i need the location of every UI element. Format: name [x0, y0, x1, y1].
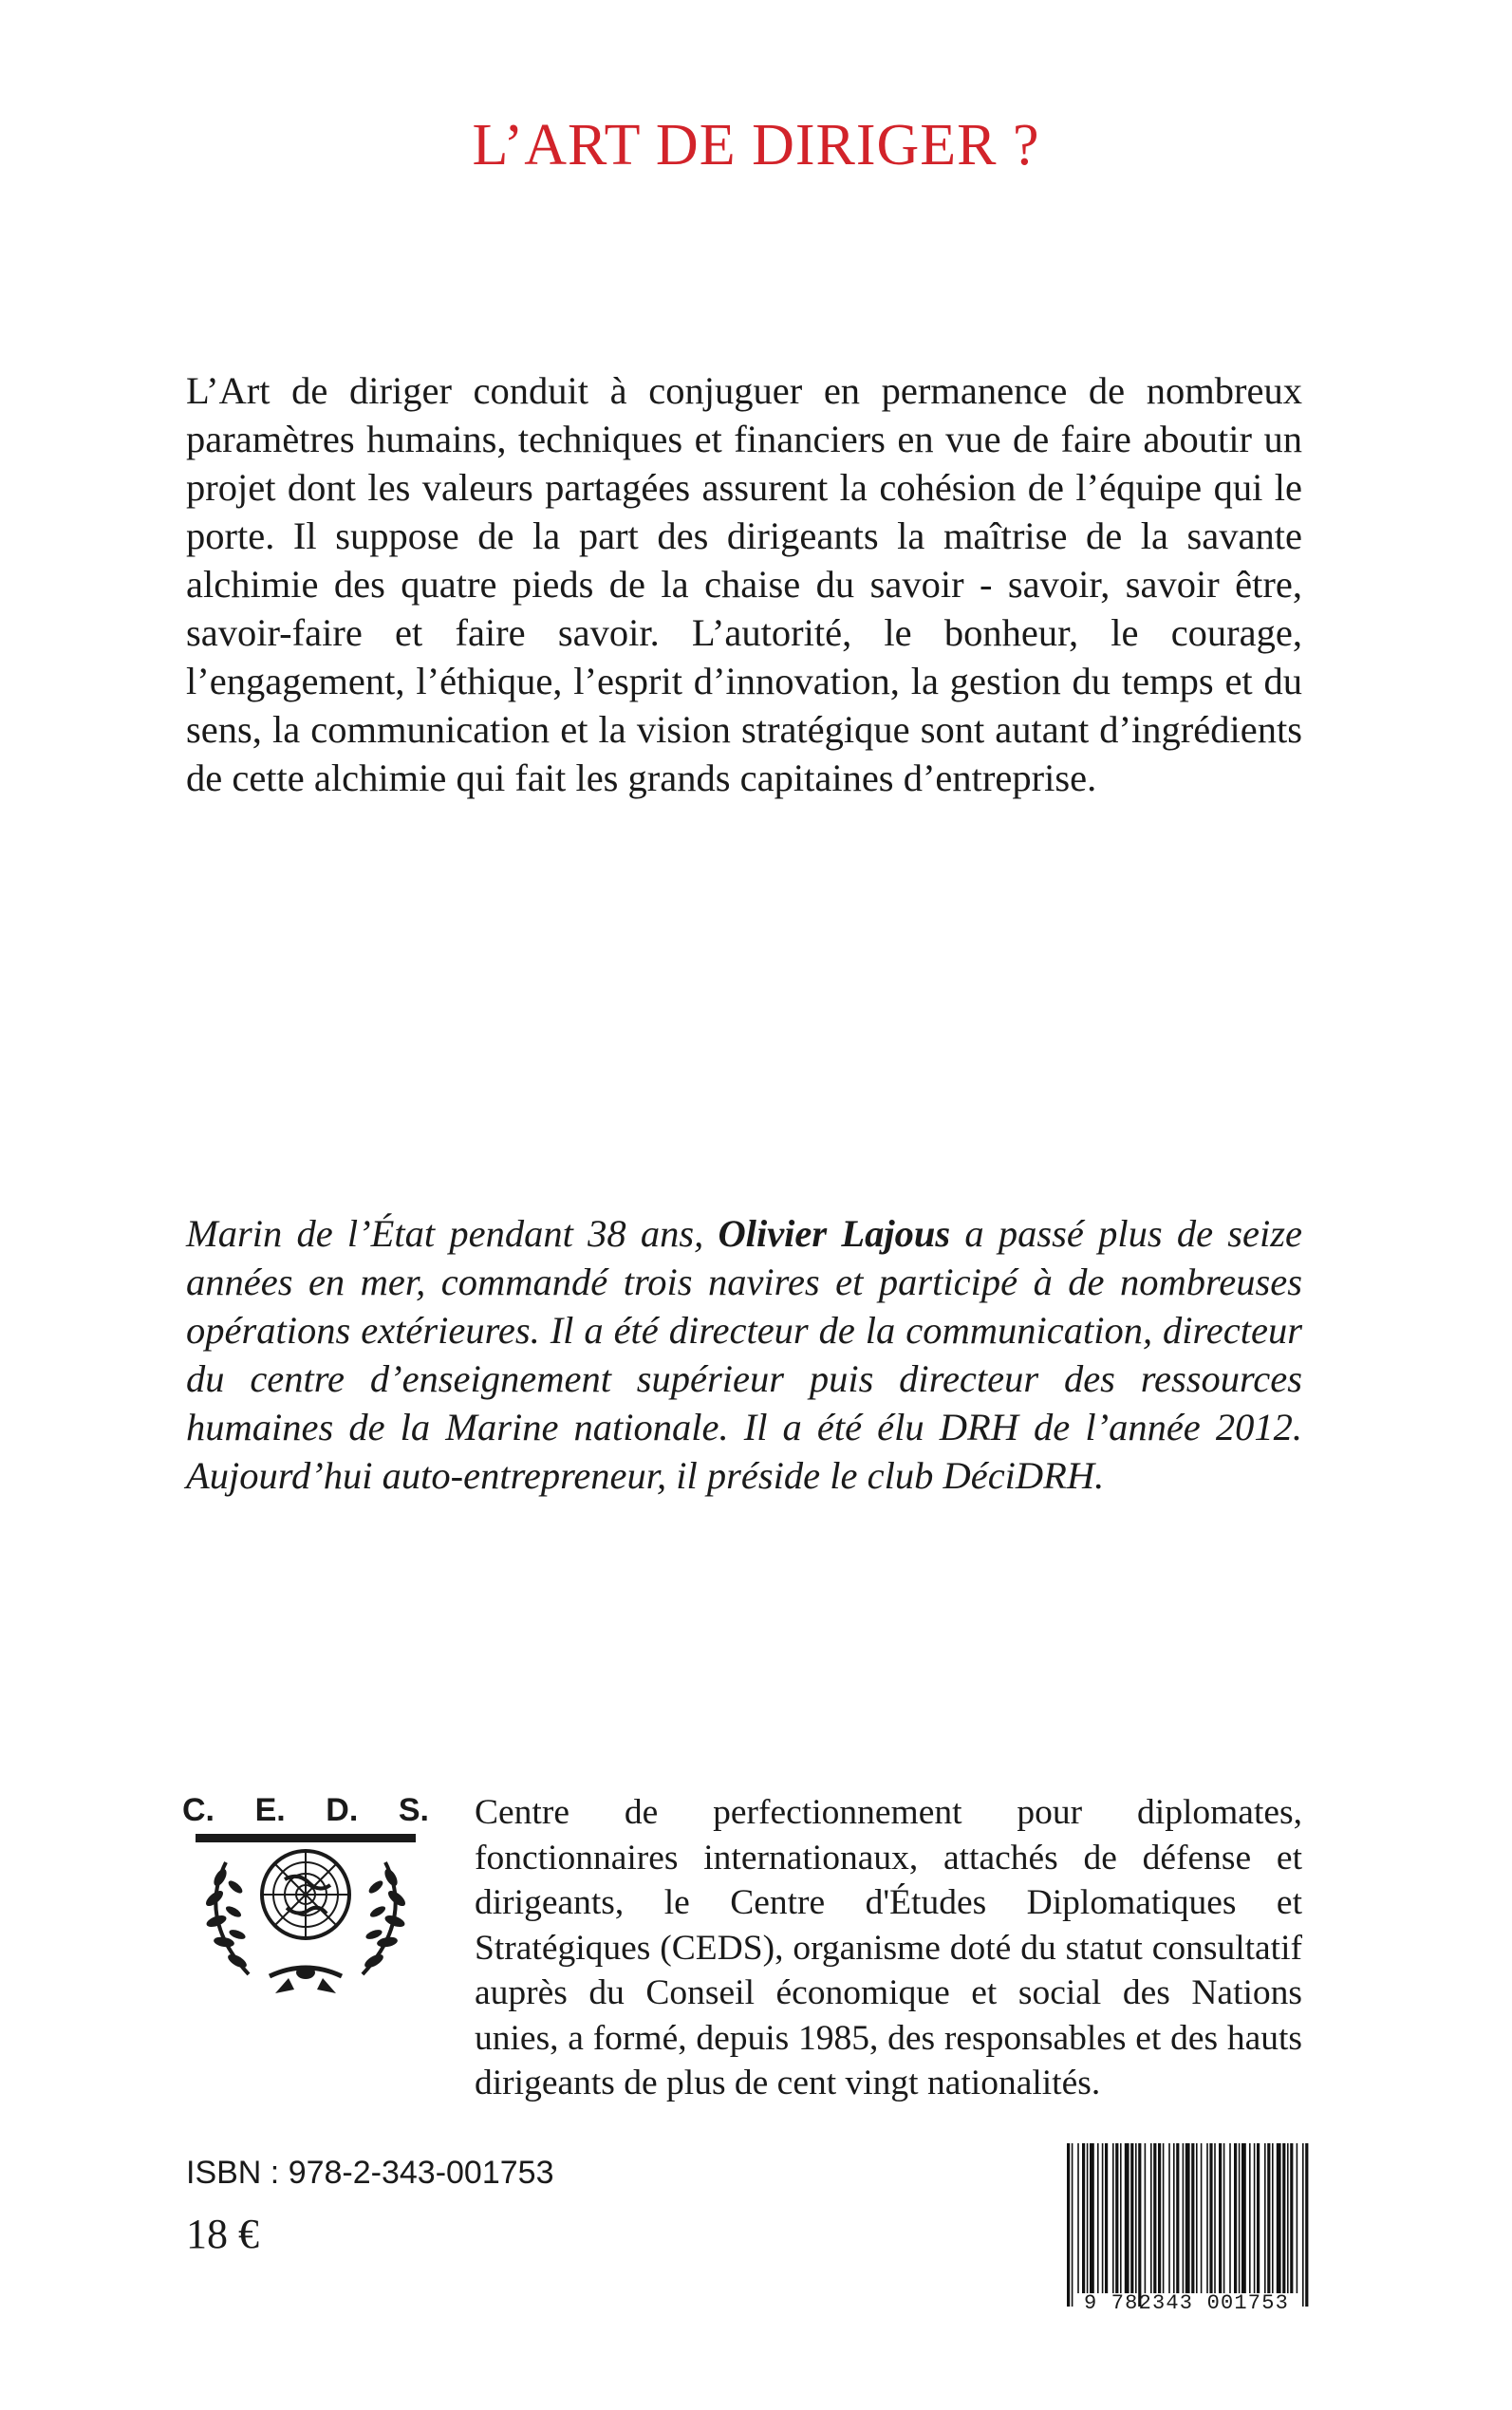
publisher-description: Centre de perfectionnement pour diplomates, fonctionnaires internationaux, attachés de défense et dirigeants, le Centre d'Études Diplomatiques et Stratégiques (CEDS), organisme doté du statut consultatif auprès du Conseil économique et social des Nations unies, a formé, depuis 1985, des responsables et des hauts dirigeants de plus de cent vingt nationalités.	[475, 1793, 1302, 2102]
author-bio-intro: Marin de l’État pendant 38 ans,	[186, 1212, 719, 1255]
author-bio	[186, 1209, 1302, 1500]
ceds-letter-c: C.	[182, 1792, 215, 1828]
ceds-emblem-icon	[182, 1834, 429, 2001]
barcode-digits: 9 782343 001753	[1083, 2291, 1290, 2315]
book-title: L’ART DE DIRIGER ?	[472, 113, 1040, 177]
ceds-letter-s: S.	[398, 1792, 429, 1828]
ceds-letter-d: D.	[326, 1792, 359, 1828]
isbn: ISBN : 978-2-343-001753	[186, 2155, 554, 2191]
ceds-logo	[182, 1792, 429, 2001]
price: 18 €	[186, 2211, 259, 2257]
book-summary: L’Art de diriger conduit à conjuguer en permanence de nombreux paramètres humains, techniques et financiers en vue de faire aboutir un projet dont les valeurs partagées assurent la cohésion de l’équipe qui le porte. Il suppose de la part des dirigeants la maîtrise de la savante alchimie des quatre pieds de la chaise du savoir - savoir, savoir être, savoir-faire et faire savoir. L’autorité, le bonheur, le courage, l’engagement, l’éthique, l’esprit d’innovation, la gestion du temps et du sens, la communication et la vision stratégique sont autant d’ingrédients de cette alchimie qui fait les grands capitaines d’entreprise.	[186, 369, 1302, 799]
author-bio-rest: a passé plus de seize années en mer, commandé trois navires et participé à de nombreuses opérations extérieures. Il a été directeur de la communication, directeur du centre d’enseignement supérieur puis directeur des ressources humaines de la Marine nationale. Il a été élu DRH de l’année 2012. Aujourd’hui auto-entrepreneur, il préside le club DéciDRH.	[186, 1212, 1302, 1497]
ceds-letters	[182, 1792, 429, 1829]
author-name: Olivier Lajous	[718, 1212, 951, 1255]
ceds-letter-e: E.	[254, 1792, 286, 1828]
